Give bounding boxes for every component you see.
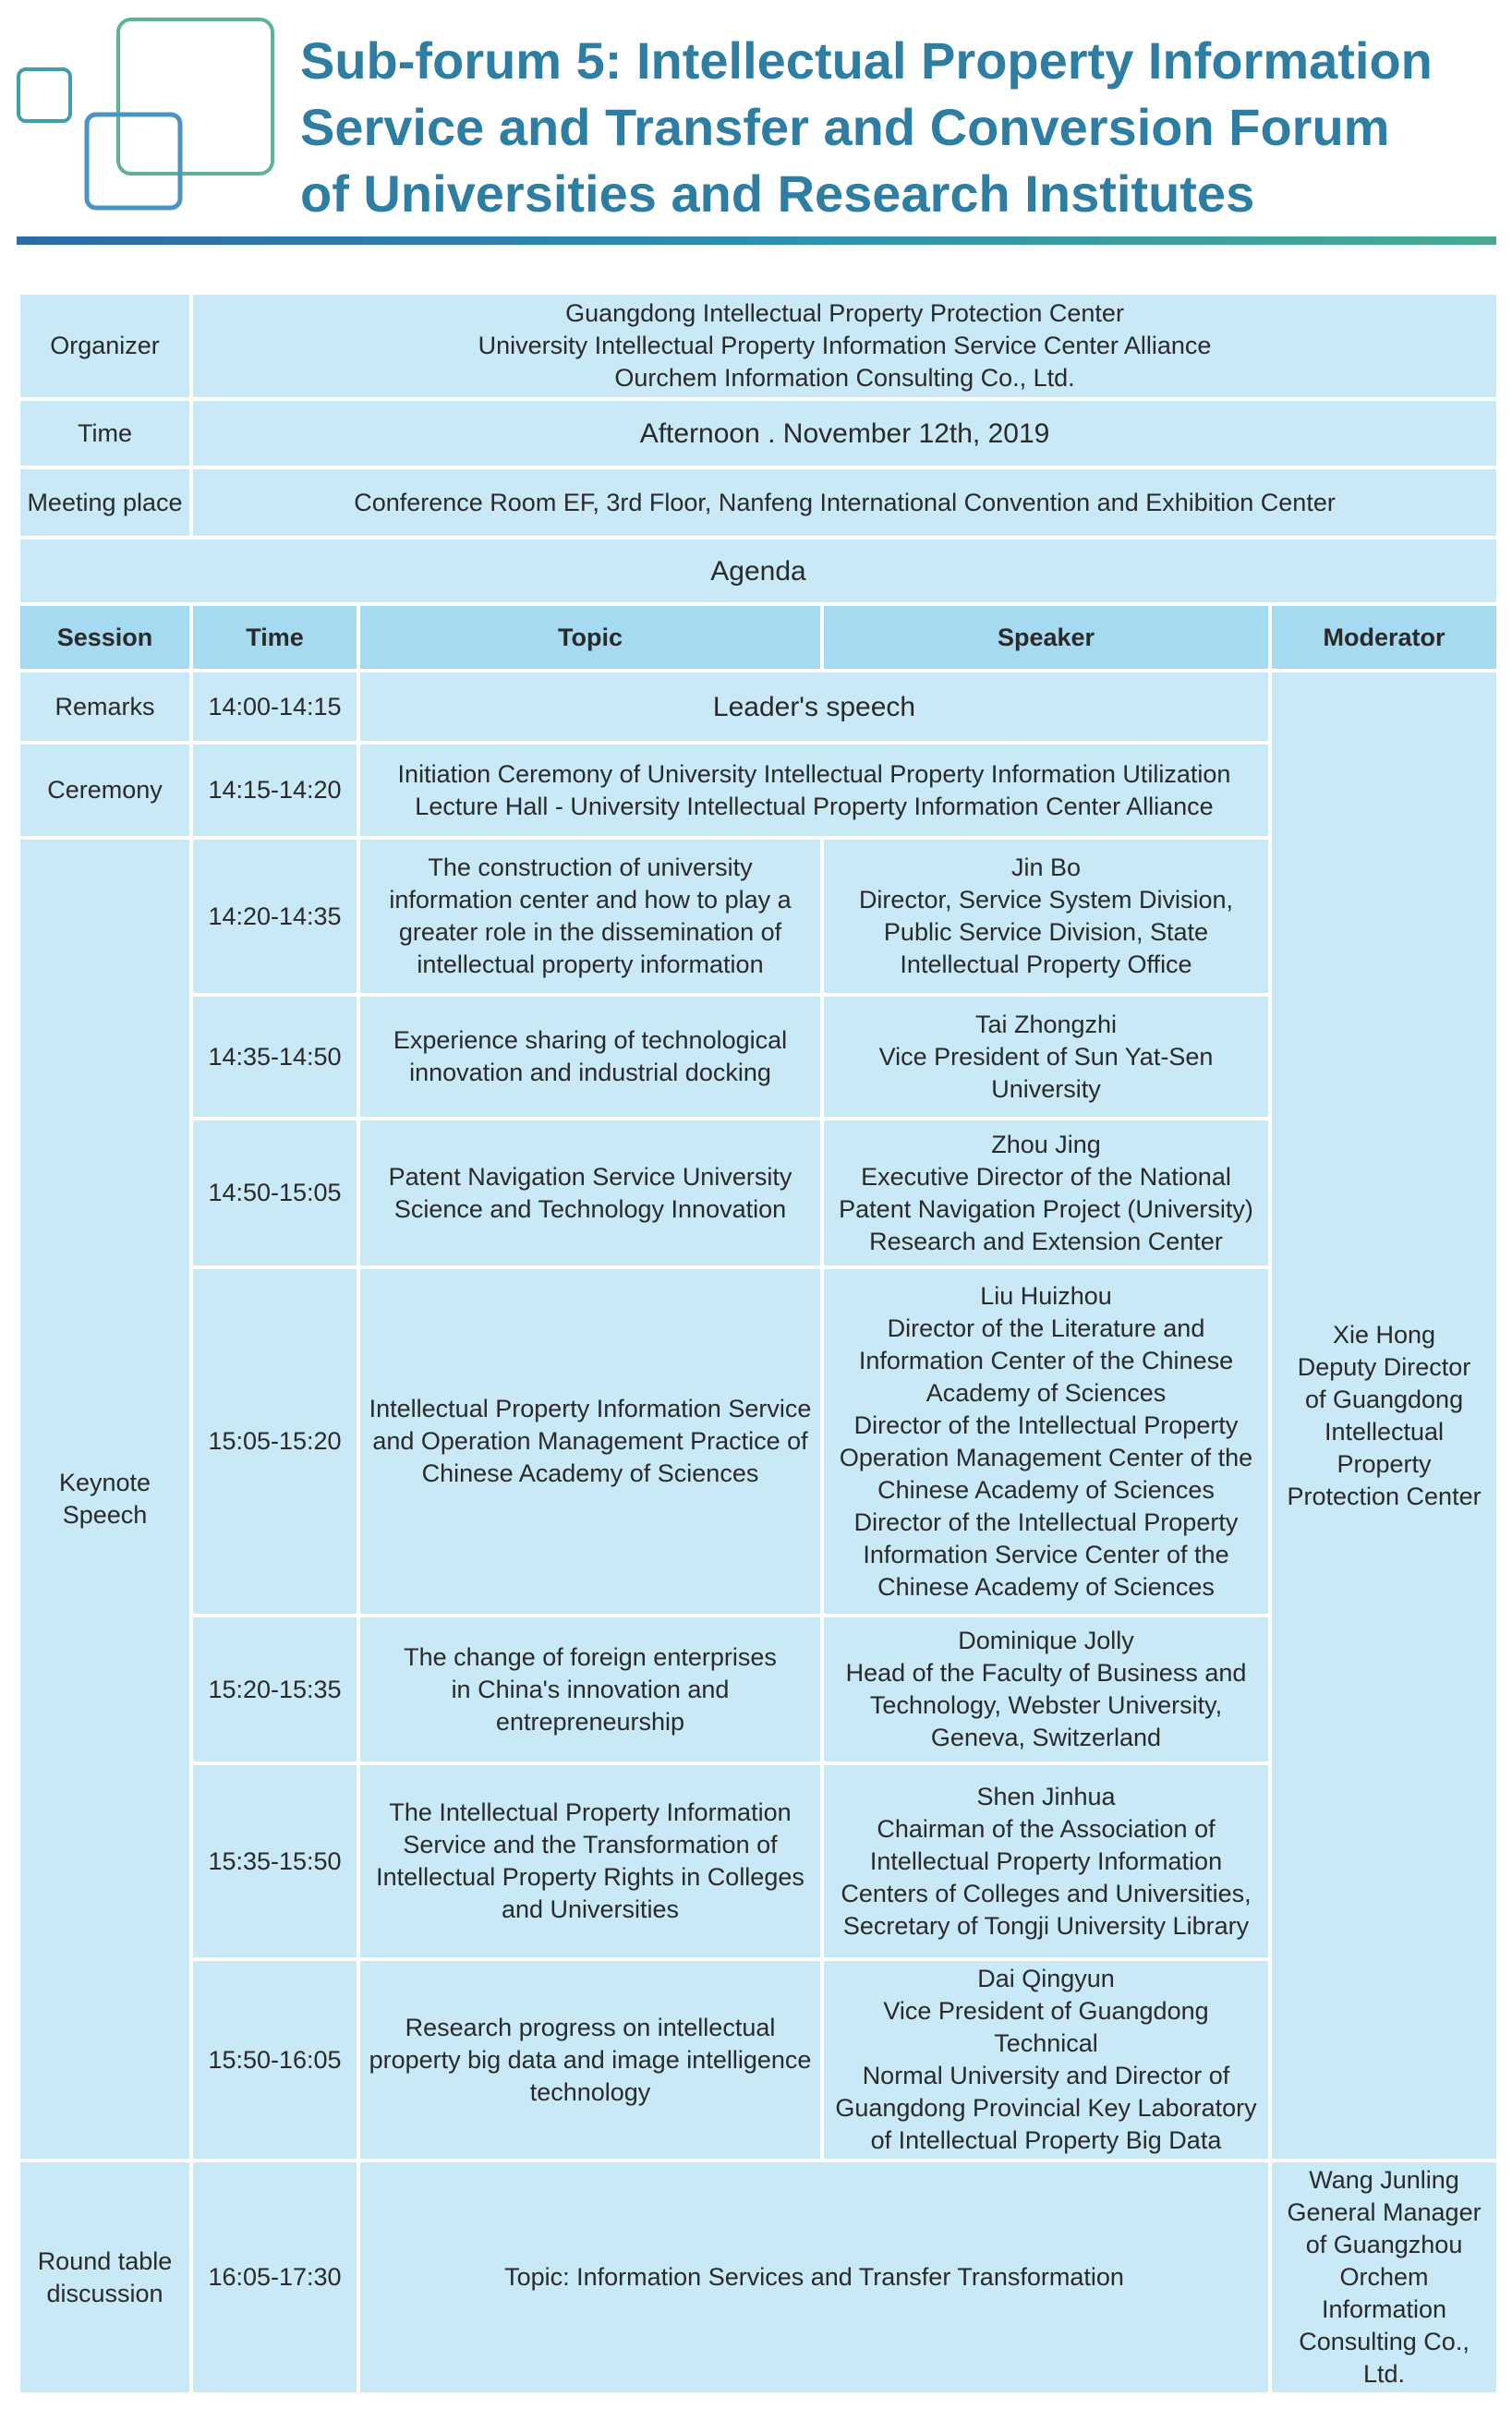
speaker-line: Vice President of Sun Yat-Sen xyxy=(878,1042,1214,1071)
topic-line: entrepreneurship xyxy=(495,1707,685,1736)
time-cell: 15:05-15:20 xyxy=(191,1267,358,1616)
time-label: Time xyxy=(18,399,191,467)
agenda-table xyxy=(17,291,1500,2396)
session-cell xyxy=(18,838,191,2161)
topic-line: technology xyxy=(529,2077,651,2106)
topic-line: The change of foreign enterprises xyxy=(404,1642,777,1671)
speaker-line: Chairman of the Association of xyxy=(877,1814,1216,1843)
speaker-line: Centers of Colleges and Universities, xyxy=(841,1879,1252,1907)
topic-cell: Leader's speech xyxy=(358,671,1270,743)
moderator-line: of Guangzhou xyxy=(1305,2231,1463,2258)
topic-cell xyxy=(358,995,822,1119)
session-cell xyxy=(18,2161,191,2394)
speaker-line: Research and Extension Center xyxy=(869,1227,1223,1255)
speaker-line: Head of the Faculty of Business and xyxy=(845,1659,1247,1687)
topic-cell xyxy=(358,743,1270,838)
time-cell: 14:35-14:50 xyxy=(191,995,358,1119)
time-cell: 14:00-14:15 xyxy=(191,671,358,743)
speaker-line: Director of the Literature and xyxy=(887,1313,1205,1342)
topic-line: The construction of university xyxy=(428,853,753,881)
topic-cell: Topic: Information Services and Transfer Transformation xyxy=(358,2161,1270,2394)
moderator-line: Property xyxy=(1337,1449,1432,1478)
decorative-squares-icon xyxy=(0,0,296,222)
speaker-line: Director of the Intellectual Property xyxy=(853,1410,1239,1439)
topic-line: Patent Navigation Service University xyxy=(388,1162,792,1191)
session-line: Keynote xyxy=(58,1469,151,1496)
session-cell: Remarks xyxy=(18,671,191,743)
speaker-line: Chinese Academy of Sciences xyxy=(877,1475,1215,1504)
topic-line: The Intellectual Property Information xyxy=(389,1798,792,1826)
topic-line: Chinese Academy of Sciences xyxy=(421,1459,759,1487)
title-line: of Universities and Research Institutes xyxy=(300,164,1255,223)
topic-line: Lecture Hall - University Intellectual Property Information Center Alliance xyxy=(415,792,1214,820)
time-cell: 15:50-16:05 xyxy=(191,1959,358,2161)
speaker-cell xyxy=(822,1616,1270,1763)
topic-line: greater role in the dissemination of xyxy=(398,918,782,946)
speaker-cell xyxy=(822,838,1270,995)
speaker-cell xyxy=(822,1267,1270,1616)
column-header-topic: Topic xyxy=(358,604,822,671)
topic-cell xyxy=(358,1267,822,1616)
topic-line: property big data and image intelligence xyxy=(369,2045,812,2074)
topic-line: Science and Technology Innovation xyxy=(393,1194,787,1223)
speaker-cell xyxy=(822,1763,1270,1959)
topic-line: Research progress on intellectual xyxy=(405,2013,776,2041)
organizer-line: University Intellectual Property Information Service Center Alliance xyxy=(478,332,1212,359)
header-divider xyxy=(17,236,1496,245)
column-header-speaker: Speaker xyxy=(822,604,1270,671)
agenda-row-roundtable xyxy=(18,2161,1498,2394)
speaker-line: Operation Management Center of the xyxy=(839,1443,1253,1471)
speaker-line: Executive Director of the National xyxy=(861,1162,1231,1191)
speaker-line: Shen Jinhua xyxy=(976,1782,1116,1810)
column-header-row xyxy=(18,604,1498,671)
organizer-row xyxy=(18,293,1498,399)
page-header xyxy=(0,0,1512,249)
speaker-cell xyxy=(822,1119,1270,1267)
moderator-line: Protection Center xyxy=(1287,1482,1482,1510)
organizer-line: Guangdong Intellectual Property Protection Center xyxy=(565,299,1124,327)
time-cell: 15:20-15:35 xyxy=(191,1616,358,1763)
session-line: Round table xyxy=(37,2246,173,2275)
topic-line: innovation and industrial docking xyxy=(409,1059,771,1086)
topic-line: intellectual property information xyxy=(417,950,764,978)
topic-line: Experience sharing of technological xyxy=(393,1026,788,1054)
time-cell: 14:50-15:05 xyxy=(191,1119,358,1267)
moderator-line: Orchem xyxy=(1339,2263,1429,2291)
topic-line: information center and how to play a xyxy=(389,886,792,914)
speaker-line: Guangdong Provincial Key Laboratory xyxy=(835,2094,1257,2122)
speaker-line: Tai Zhongzhi xyxy=(974,1010,1118,1038)
moderator-line: Information xyxy=(1321,2295,1447,2323)
speaker-line: Public Service Division, State xyxy=(883,918,1209,946)
moderator-cell xyxy=(1270,2161,1498,2394)
speaker-line: Intellectual Property Information xyxy=(869,1846,1223,1875)
topic-cell xyxy=(358,1763,822,1959)
moderator-line: General Manager xyxy=(1287,2198,1482,2226)
speaker-line: Information Center of the Chinese xyxy=(858,1346,1234,1374)
speaker-line: Geneva, Switzerland xyxy=(930,1724,1162,1751)
speaker-line: Intellectual Property Office xyxy=(900,950,1192,978)
place-label: Meeting place xyxy=(18,467,191,538)
speaker-line: Chinese Academy of Sciences xyxy=(877,1572,1215,1601)
time-row xyxy=(18,399,1498,467)
agenda-title-row xyxy=(18,538,1498,604)
speaker-line: Director, Service System Division, xyxy=(858,886,1234,914)
speaker-line: Dominique Jolly xyxy=(958,1627,1134,1654)
title-line: Sub-forum 5: Intellectual Property Information xyxy=(300,31,1433,90)
time-value: Afternoon . November 12th, 2019 xyxy=(191,399,1498,467)
speaker-line: Dai Qingyun xyxy=(977,1965,1115,1992)
column-header-session: Session xyxy=(18,604,191,671)
moderator-cell xyxy=(1270,671,1498,2161)
speaker-line: Director of the Intellectual Property xyxy=(853,1507,1239,1536)
speaker-line: Zhou Jing xyxy=(991,1130,1101,1158)
speaker-line: Vice President of Guangdong Technical xyxy=(883,1997,1209,2057)
topic-cell xyxy=(358,1616,822,1763)
speaker-cell xyxy=(822,1959,1270,2161)
moderator-line: Ltd. xyxy=(1363,2360,1406,2388)
place-value: Conference Room EF, 3rd Floor, Nanfeng International Convention and Exhibition Center xyxy=(191,467,1498,538)
session-line: discussion xyxy=(46,2279,163,2307)
topic-cell xyxy=(358,1959,822,2161)
speaker-line: Jin Bo xyxy=(1010,853,1082,881)
page-title xyxy=(300,28,1492,227)
speaker-line: Information Service Center of the xyxy=(863,1540,1229,1568)
session-line: Speech xyxy=(62,1501,148,1529)
column-header-time: Time xyxy=(191,604,358,671)
time-cell: 15:35-15:50 xyxy=(191,1763,358,1959)
topic-cell xyxy=(358,838,822,995)
moderator-line: Deputy Director xyxy=(1297,1352,1471,1381)
speaker-line: Technology, Webster University, xyxy=(869,1691,1223,1719)
speaker-line: Liu Huizhou xyxy=(980,1281,1112,1310)
topic-line: Intellectual Property Rights in Colleges xyxy=(376,1863,804,1891)
moderator-line: Intellectual xyxy=(1324,1417,1445,1446)
speaker-line: Patent Navigation Project (University) xyxy=(839,1194,1253,1223)
speaker-line: University xyxy=(991,1074,1101,1103)
organizer-value xyxy=(191,293,1498,399)
column-header-moderator: Moderator xyxy=(1270,604,1498,671)
moderator-line: Wang Junling xyxy=(1309,2166,1459,2194)
moderator-line: Consulting Co., xyxy=(1299,2328,1470,2355)
time-cell: 14:15-14:20 xyxy=(191,743,358,838)
speaker-line: of Intellectual Property Big Data xyxy=(870,2126,1222,2154)
agenda-row-remarks xyxy=(18,671,1498,743)
topic-line: in China's innovation and xyxy=(451,1675,730,1703)
topic-line: and Universities xyxy=(501,1895,680,1923)
speaker-line: Academy of Sciences xyxy=(925,1378,1167,1407)
organizer-label: Organizer xyxy=(18,293,191,399)
topic-line: Intellectual Property Information Service xyxy=(369,1395,812,1422)
speaker-line: Normal University and Director of xyxy=(862,2062,1230,2089)
topic-line: Service and the Transformation of xyxy=(403,1831,778,1858)
speaker-line: Secretary of Tongji University Library xyxy=(842,1911,1250,1940)
time-cell: 14:20-14:35 xyxy=(191,838,358,995)
time-cell: 16:05-17:30 xyxy=(191,2161,358,2394)
topic-cell xyxy=(358,1119,822,1267)
agenda-title: Agenda xyxy=(18,538,1498,604)
topic-line: and Operation Management Practice of xyxy=(372,1427,808,1455)
moderator-line: of Guangdong xyxy=(1304,1385,1464,1413)
topic-line: Initiation Ceremony of University Intellectual Property Information Utilization xyxy=(397,759,1231,788)
title-line: Service and Transfer and Conversion Forum xyxy=(300,98,1390,156)
session-cell: Ceremony xyxy=(18,743,191,838)
moderator-line: Xie Hong xyxy=(1332,1320,1436,1349)
place-row xyxy=(18,467,1498,538)
speaker-cell xyxy=(822,995,1270,1119)
organizer-line: Ourchem Information Consulting Co., Ltd. xyxy=(614,364,1075,392)
